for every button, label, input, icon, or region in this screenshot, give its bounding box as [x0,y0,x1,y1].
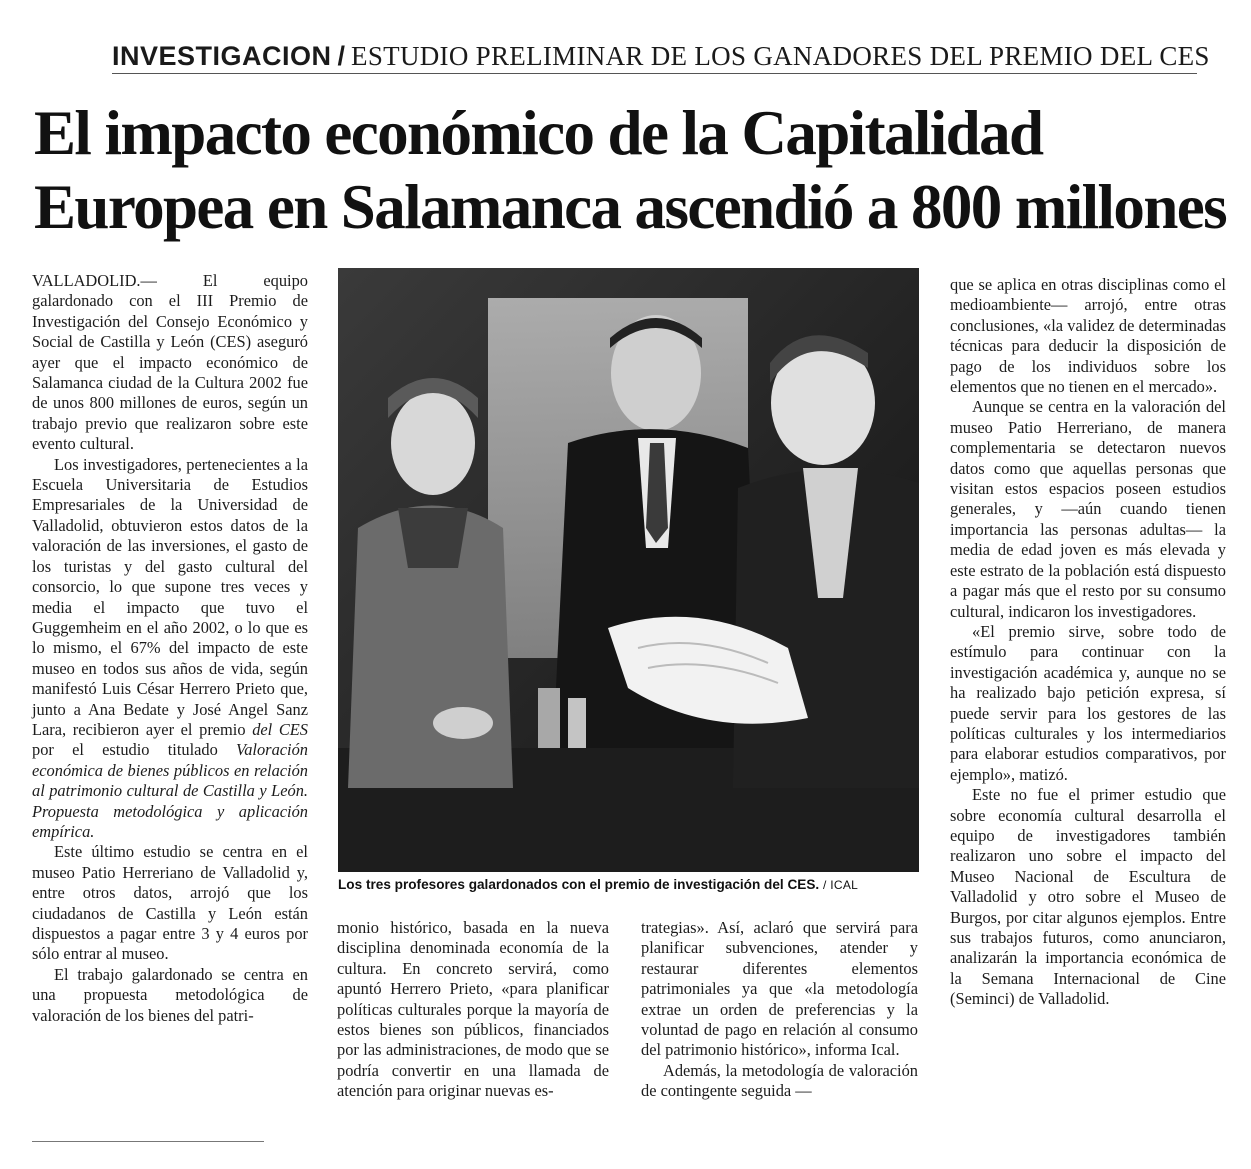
section-label: INVESTIGACION [112,41,332,71]
italic-ces: del CES [252,719,309,739]
photo-caption [338,876,928,894]
paragraph-lead: VALLADOLID.— El equipo galardonado con el III Premio de Investigación del Consejo Económico y Social de Castilla y León (CES) aseguró ayer que el impacto económico de Salamanca ciudad de la Cultura 2002 fue de unos 800 millones de euros, según un trabajo previo que realizaron sobre este evento cultural. [32,271,308,454]
paragraph-researchers-mid: por el estudio titulado [32,740,218,760]
kicker-subtitle: ESTUDIO PRELIMINAR DE LOS GANADORES DEL PREMIO DEL CES [351,41,1210,71]
headline [34,96,1234,244]
article-column-3 [641,918,918,1102]
kicker-rule [112,73,1197,74]
photo-credit: / ICAL [822,878,859,892]
paragraph-researchers-text: Los investigadores, pertenecientes a la Escuela Universitaria de Estudios Empresariales de la Universidad de Valladolid, obtuvieron estos datos de la valoración de las inversiones, el gasto de los turistas y del gasto cultural del consorcio, lo que supone tres veces y media el impacto que tuvo el Guggemheim en el año 2002, o lo que es lo mismo, el 67% del impacto de este museo en todos sus años de vida, según manifestó Luis César Herrero Prieto que, junto a Ana Bedate y José Angel Sanz Lara, recibieron ayer el premio [32,454,308,739]
paragraph-other-studies: Este no fue el primer estudio que sobre economía cultural desarrolla el equipo de investigadores también realizaron uno sobre el impacto del Museo Nacional de Escultura de Valladolid y otro sobre el Museo de Burgos, por citar algunos ejemplos. Entre sus trabajos futuros, como anunciaron, analizarán la importancia económica de la Semana Internacional de Cine (Seminci) de Valladolid. [950,785,1226,1009]
article-column-4 [950,275,1226,1010]
paragraph-museum: Este último estudio se centra en el museo Patio Herreriano de Valladolid y, entre otros datos, arrojó que los ciudadanos de Castilla y León están dispuestos a pagar entre 3 y 4 euros por sólo entrar al museo. [32,842,308,964]
paragraph-award-quote: «El premio sirve, sobre todo de estímulo para continuar con la investigación académica y, aunque no se ha realizado bajo petición expresa, sí puede servir para los gestores de las políticas culturales y los intermediarios para elaborar estudios comparativos, por ejemplo», matizó. [950,621,1226,784]
headline-line-1: El impacto económico de la Capitalidad [34,98,1043,168]
bottom-rule [32,1141,264,1142]
caption-text: Los tres profesores galardonados con el premio de investigación del CES. [338,877,820,892]
section-kicker [112,36,1210,76]
paragraph-continued-4: que se aplica en otras disciplinas como el medioambiente— arrojó, entre otras conclusiones, «la validez de determinadas técnicas para deducir la disposición de pago de los individuos sobre los elementos que no tienen en el mercado». [950,275,1226,397]
kicker-slash: / [337,41,346,71]
paragraph-patio-herreriano: Aunque se centra en la valoración del museo Patio Herreriano, de manera complementaria se detectaron nuevos datos como que aquellas personas que visitan estos espacios poseen estudios generales, y —aún cuando tienen importancia las personas adultas— la media de edad joven es más elevada y este estrato de la población está dispuesto a pagar más que el resto por su consumo cultural, indicaron los investigadores. [950,397,1226,621]
paragraph-methodology: El trabajo galardonado se centra en una propuesta metodológica de valoración de los bienes del patri- [32,964,308,1025]
paragraph-contingent: Además, la metodología de valoración de contingente seguida — [641,1060,918,1101]
photo-illustration [338,268,919,872]
headline-line-2: Europea en Salamanca ascendió a 800 millones [34,172,1227,242]
article-column-2 [337,918,609,1102]
paragraph-continued-2: monio histórico, basada en la nueva disciplina denominada economía de la cultura. En concreto servirá, como apuntó Herrero Prieto, «para planificar políticas culturales porque la mayoría de estos bienes son públicos, financiados por las administraciones, de modo que se podría convertir en una llamada de atención para originar nuevas es- [337,918,609,1101]
paragraph-continued-3: trategias». Así, aclaró que servirá para planificar subvenciones, atender y restaurar diferentes elementos patrimoniales ya que «la metodología extrae un orden de preferencias y la voluntad de pago en relación al consumo del patrimonio histórico», informa Ical. [641,918,918,1060]
study-title: Valoración económica de bienes públicos en relación al patrimonio cultural de Castilla y León. Propuesta metodológica y aplicación empírica. [32,740,308,841]
article-column-1 [32,271,308,1026]
award-photo [338,268,919,872]
paragraph-researchers [32,455,308,843]
